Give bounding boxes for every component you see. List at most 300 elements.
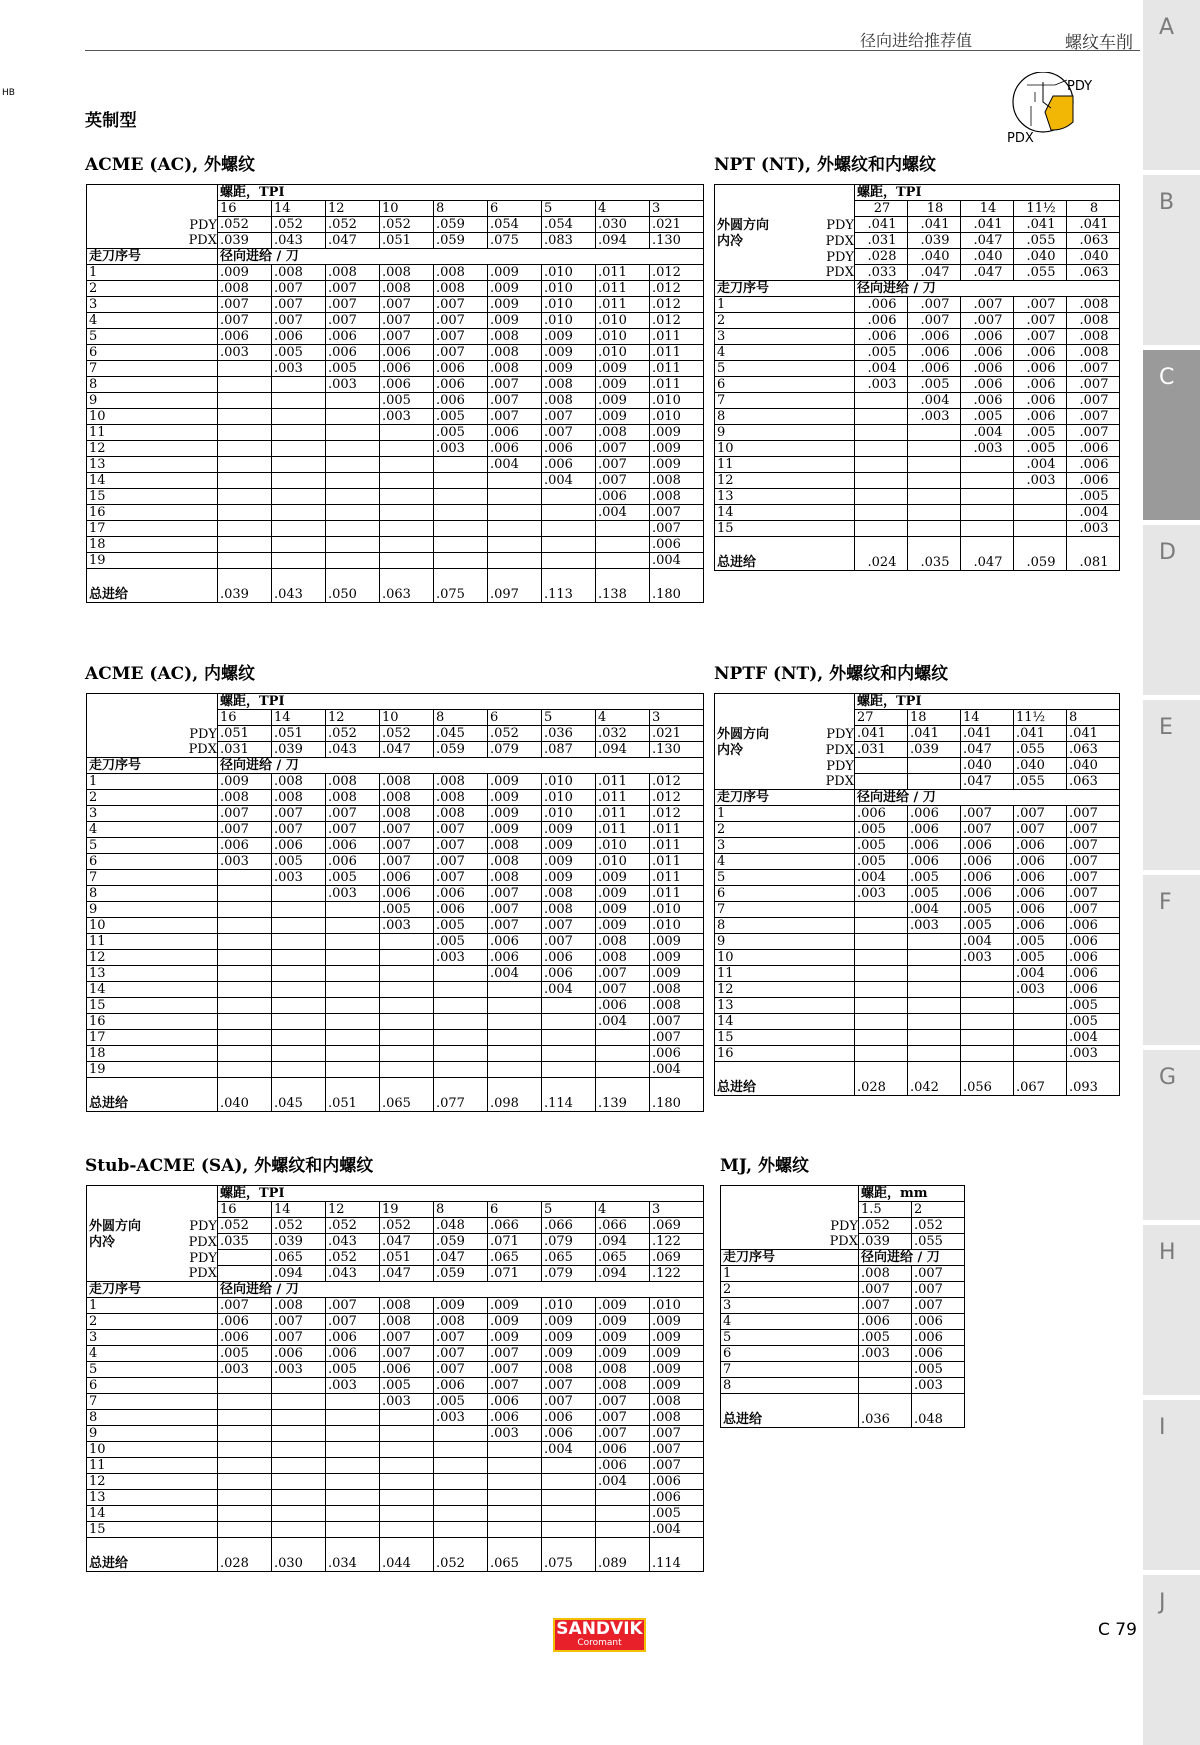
feed-value: .007 [542,934,596,950]
feed-value [272,1458,326,1474]
pitch-header: 16 [218,710,272,726]
pitch-header: 8 [434,201,488,217]
feed-value [855,918,908,934]
feed-value: .006 [912,1314,965,1330]
feed-value: .011 [596,790,650,806]
feed-value: .006 [326,329,380,345]
feed-value: .007 [859,1282,912,1298]
pdx-value: .043 [326,1234,380,1250]
feed-value: .009 [650,1330,704,1346]
feed-value: .011 [596,774,650,790]
pdy-label: PDY [826,758,854,774]
pdx-value: .079 [542,1266,596,1282]
pass-number: 9 [715,934,855,950]
feed-value [326,1442,380,1458]
feed-value: .004 [650,1522,704,1538]
pass-number: 15 [715,1030,855,1046]
side-tab-h[interactable]: H [1143,1225,1200,1395]
pdy-label: PDY [826,726,854,742]
pdy-value: .052 [326,217,380,233]
blank-cell [87,742,187,758]
side-tab-f[interactable]: F [1143,875,1200,1045]
pass-number: 14 [715,505,855,521]
table-row [715,425,1120,441]
feed-value [434,489,488,505]
total-value: .138 [596,569,650,603]
feed-value [488,998,542,1014]
feed-value: .006 [272,329,326,345]
pdy-value: .052 [326,726,380,742]
feed-value: .006 [961,329,1014,345]
feed-value [380,934,434,950]
pdy-value: .065 [488,1250,542,1266]
pass-number: 1 [721,1266,859,1282]
pitch-header: 5 [542,201,596,217]
feed-value [326,441,380,457]
feed-value: .006 [908,345,961,361]
total-value: .028 [218,1538,272,1572]
table-row [715,393,1120,409]
feed-value: .006 [908,838,961,854]
feed-value: .008 [380,806,434,822]
pass-number: 6 [87,1378,218,1394]
feed-value [961,473,1014,489]
side-tab-c[interactable]: C [1143,350,1200,520]
feed-value: .008 [650,998,704,1014]
pass-label: 走刀序号 [87,249,218,265]
pdx-value: .059 [434,233,488,249]
table-row [87,329,704,345]
feed-value: .007 [650,1014,704,1030]
pass-number: 5 [87,838,218,854]
feed-value: .007 [272,806,326,822]
side-tab-e[interactable]: E [1143,700,1200,870]
table-row [715,377,1120,393]
feed-value [596,1030,650,1046]
feed-value: .009 [488,790,542,806]
blank-cell [715,201,823,217]
pitch-header: 5 [542,710,596,726]
blank-cell [87,1250,187,1266]
table-row [87,409,704,425]
feed-value [380,505,434,521]
feed-value [434,982,488,998]
feed-value: .006 [488,425,542,441]
feed-label: 径向进给 / 刀 [855,281,1120,297]
feed-value: .008 [488,854,542,870]
feed-value [326,1506,380,1522]
pdy-value: .066 [542,1218,596,1234]
feed-value [380,537,434,553]
nptf-title: NPTF (NT), 外螺纹和内螺纹 [714,664,949,684]
side-tab-i[interactable]: I [1143,1400,1200,1570]
side-tab-j[interactable]: J [1143,1575,1200,1745]
feed-value [908,1046,961,1062]
feed-value: .003 [912,1378,965,1394]
feed-value [272,1394,326,1410]
pdy-value [855,758,908,774]
feed-value [908,982,961,998]
pdx-value: .043 [326,1266,380,1282]
feed-value: .012 [650,790,704,806]
pdx-value [218,1266,272,1282]
side-tab-a[interactable]: A [1143,0,1200,170]
table-row [87,998,704,1014]
pitch-header: 27 [855,710,908,726]
pass-number: 8 [721,1378,859,1394]
feed-value: .007 [434,870,488,886]
pitch-header: 3 [650,1202,704,1218]
feed-value: .006 [218,838,272,854]
pdy-value: .052 [380,1218,434,1234]
pitch-header: 14 [272,1202,326,1218]
feed-value: .008 [1067,345,1120,361]
acme-int-title: ACME (AC), 内螺纹 [85,664,256,684]
feed-value: .007 [1014,297,1067,313]
feed-value: .007 [380,297,434,313]
pdy-value: .048 [434,1218,488,1234]
feed-value: .007 [434,854,488,870]
feed-value: .006 [488,1410,542,1426]
feed-value: .008 [596,1362,650,1378]
total-value: .035 [908,537,961,571]
feed-value: .007 [1014,329,1067,345]
page-number: C 79 [1098,1620,1137,1640]
table-row [87,790,704,806]
feed-value: .006 [434,377,488,393]
feed-value: .005 [434,1394,488,1410]
feed-value [380,425,434,441]
feed-value: .007 [434,1362,488,1378]
feed-value: .007 [488,1378,542,1394]
feed-value [218,886,272,902]
feed-value [542,1490,596,1506]
feed-value [272,441,326,457]
feed-value: .008 [380,1298,434,1314]
pdy-value: .032 [596,726,650,742]
table-row [721,1298,965,1314]
feed-value: .008 [434,281,488,297]
table-row [87,297,704,313]
pdy-value: .051 [380,1250,434,1266]
feed-value [859,1362,912,1378]
feed-value: .009 [596,361,650,377]
feed-value [380,1458,434,1474]
pdy-value: .040 [961,249,1014,265]
feed-value: .008 [650,473,704,489]
pdx-value: .047 [380,1266,434,1282]
feed-value: .009 [596,1330,650,1346]
pass-label: 走刀序号 [715,281,855,297]
table-row [87,1410,704,1426]
feed-value: .006 [542,950,596,966]
table-row [87,1506,704,1522]
pass-number: 10 [87,409,218,425]
feed-value [272,982,326,998]
feed-value: .004 [542,473,596,489]
feed-value [380,1410,434,1426]
page-title: 英制型 [85,111,137,131]
feed-value: .008 [272,265,326,281]
feed-value: .006 [908,822,961,838]
side-tab-bar [1143,0,1200,1698]
edge-mark: HB [2,88,15,98]
pass-number: 2 [715,822,855,838]
feed-value [272,409,326,425]
pdy-value: .054 [488,217,542,233]
pdy-value: .047 [434,1250,488,1266]
total-label: 总进给 [89,1556,129,1571]
feed-value: .007 [272,1330,326,1346]
feed-value: .006 [488,950,542,966]
table-row [715,409,1120,425]
feed-value [908,489,961,505]
pdx-value: .039 [272,1234,326,1250]
pdx-value: .039 [272,742,326,758]
feed-value [1014,521,1067,537]
total-value: .065 [380,1078,434,1112]
feed-value: .005 [326,870,380,886]
feed-value: .005 [1067,998,1120,1014]
pdx-label: PDX [1007,131,1034,144]
pdy-value: .040 [908,249,961,265]
table-row [721,1314,965,1330]
feed-value [488,537,542,553]
pass-number: 6 [721,1346,859,1362]
feed-value [218,553,272,569]
feed-value: .010 [650,393,704,409]
feed-value: .006 [434,361,488,377]
feed-value: .008 [380,1314,434,1330]
feed-value: .010 [596,854,650,870]
feed-value: .007 [1067,361,1120,377]
blank-cell [796,1202,859,1218]
feed-value: .007 [218,297,272,313]
feed-value [961,1030,1014,1046]
feed-value: .006 [650,1474,704,1490]
feed-value [380,998,434,1014]
feed-value: .007 [542,918,596,934]
feed-value: .006 [855,329,908,345]
side-tab-g[interactable]: G [1143,1050,1200,1220]
feed-value: .007 [434,345,488,361]
feed-value [488,473,542,489]
side-tab-d[interactable]: D [1143,525,1200,695]
feed-value: .006 [218,329,272,345]
side-tab-b[interactable]: B [1143,175,1200,345]
blank-cell [721,1186,796,1202]
feed-value [855,902,908,918]
pdy-value: .052 [218,217,272,233]
pass-number: 3 [721,1298,859,1314]
feed-value: .005 [908,886,961,902]
pdy-value: .051 [272,726,326,742]
pass-label: 走刀序号 [87,1282,218,1298]
feed-value: .008 [650,1410,704,1426]
feed-value: .007 [542,425,596,441]
feed-value: .009 [650,966,704,982]
pass-number: 2 [87,790,218,806]
blank-cell [823,185,855,201]
pdx-value: .063 [1067,233,1120,249]
feed-value [218,361,272,377]
pdx-value: .051 [380,233,434,249]
feed-value: .006 [542,457,596,473]
pdx-value: .047 [380,1234,434,1250]
feed-value [488,1046,542,1062]
feed-value: .007 [380,1330,434,1346]
feed-value: .007 [1014,822,1067,838]
pdy-value: .021 [650,726,704,742]
feed-value [542,1030,596,1046]
table-row [87,1062,704,1078]
feed-value: .007 [1067,854,1120,870]
feed-value: .010 [596,329,650,345]
feed-value: .006 [908,854,961,870]
pdy-value: .051 [218,726,272,742]
feed-value: .010 [650,918,704,934]
feed-value [218,1014,272,1030]
feed-value [272,1522,326,1538]
feed-value: .005 [961,409,1014,425]
table-row [87,281,704,297]
feed-value [434,1426,488,1442]
blank-cell [87,185,187,201]
feed-value [488,1474,542,1490]
feed-value [542,537,596,553]
pdy-value: .041 [1014,217,1067,233]
feed-value [488,505,542,521]
feed-value [380,1442,434,1458]
pdy-label: PDY [1067,79,1093,94]
pdx-value [855,774,908,790]
pdy-pdx-diagram [1005,72,1093,144]
feed-value: .010 [596,838,650,854]
pdx-value: .094 [596,1266,650,1282]
pdy-value: .066 [596,1218,650,1234]
feed-value: .007 [272,1314,326,1330]
header-section: 径向进给推荐值 [860,31,973,50]
feed-value: .006 [380,870,434,886]
blank-cell [715,758,823,774]
feed-value: .006 [1014,870,1067,886]
blank-cell [187,1186,218,1202]
feed-value: .005 [326,361,380,377]
feed-value [855,473,908,489]
pitch-header: 4 [596,710,650,726]
table-row [715,505,1120,521]
total-value: .114 [542,1078,596,1112]
feed-value: .005 [650,1506,704,1522]
feed-value: .005 [1014,441,1067,457]
external-label: 外圆方向 [89,1218,142,1234]
feed-value: .007 [859,1298,912,1314]
feed-value: .006 [1067,441,1120,457]
feed-value [326,998,380,1014]
blank-cell [87,1202,187,1218]
feed-value: .008 [272,790,326,806]
total-value: .042 [908,1062,961,1096]
feed-value: .005 [908,377,961,393]
feed-value: .006 [961,886,1014,902]
feed-value: .009 [596,902,650,918]
feed-value [855,441,908,457]
feed-value: .007 [1067,838,1120,854]
feed-value: .006 [650,1490,704,1506]
pass-number: 15 [87,489,218,505]
pdy-label: PDY [826,249,854,265]
pass-number: 13 [715,489,855,505]
total-value: .028 [855,1062,908,1096]
npt-table [714,184,1120,571]
feed-value: .005 [1067,489,1120,505]
feed-value [488,1458,542,1474]
pdx-value: .031 [218,742,272,758]
feed-value: .008 [218,790,272,806]
feed-value [488,1442,542,1458]
table-row [87,345,704,361]
pass-number: 10 [715,441,855,457]
feed-value [272,457,326,473]
feed-value [596,1490,650,1506]
feed-value: .005 [961,902,1014,918]
feed-value: .003 [380,918,434,934]
table-row [87,1030,704,1046]
pass-number: 2 [721,1282,859,1298]
pass-number: 15 [715,521,855,537]
feed-value: .009 [488,1314,542,1330]
feed-value: .008 [434,806,488,822]
pass-number: 11 [715,966,855,982]
pitch-label: 螺距，TPI [218,694,704,710]
feed-value: .005 [1014,425,1067,441]
feed-value: .007 [326,806,380,822]
feed-value: .006 [434,902,488,918]
feed-value: .011 [650,345,704,361]
table-row [715,441,1120,457]
feed-value [961,505,1014,521]
feed-value [542,1046,596,1062]
feed-value: .009 [596,409,650,425]
feed-value [272,934,326,950]
pass-number: 12 [87,441,218,457]
feed-value: .009 [488,806,542,822]
feed-value: .006 [488,1394,542,1410]
pdy-value: .052 [272,217,326,233]
feed-value: .006 [272,838,326,854]
feed-value: .008 [596,934,650,950]
feed-value: .008 [380,265,434,281]
feed-value: .006 [961,854,1014,870]
pitch-header: 8 [434,1202,488,1218]
pdy-value: .052 [912,1218,965,1234]
feed-value [326,966,380,982]
pass-label: 走刀序号 [715,790,855,806]
feed-value [434,473,488,489]
feed-value: .003 [908,918,961,934]
feed-value: .011 [650,838,704,854]
feed-value: .003 [961,441,1014,457]
feed-value: .006 [1014,377,1067,393]
feed-value: .005 [855,822,908,838]
feed-value: .008 [380,790,434,806]
pdx-value: .079 [488,742,542,758]
external-label: 外圆方向 [717,726,770,742]
pass-number: 15 [87,998,218,1014]
feed-value: .006 [326,854,380,870]
feed-label: 径向进给 / 刀 [218,1282,704,1298]
feed-value [218,521,272,537]
